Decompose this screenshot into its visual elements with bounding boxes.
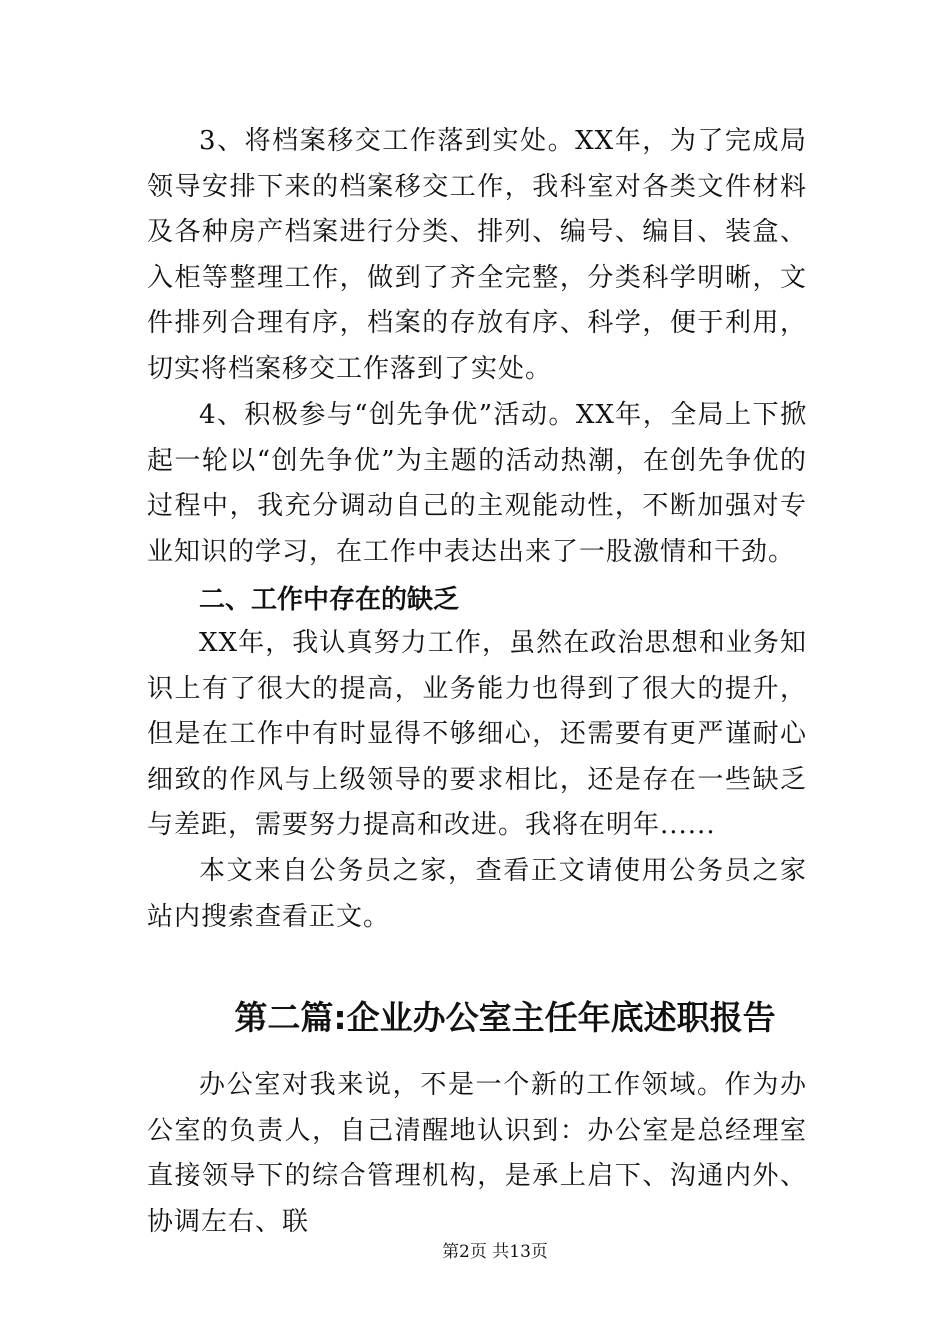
paragraph-excellence-activity: 4、积极参与“创先争优”活动。XX年，全局上下掀起一轮以“创先争优”为主题的活动热潮，在创先争优的过程中，我充分调动自己的主观能动性，不断加强对专业知识的学习，在工作中表达出来了一股激情和干劲。: [147, 400, 807, 567]
section-title: 第二篇:企业办公室主任年底述职报告: [234, 998, 776, 1037]
paragraph-archive-transfer: 3、将档案移交工作落到实处。XX年，为了完成局领导安排下来的档案移交工作，我科室对各类文件材料及各种房产档案进行分类、排列、编号、编目、装盒、入柜等整理工作，做到了齐全完整，分类科学明晰，文件排列合理有序，档案的存放有序、科学，便于利用，切实将档案移交工作落到了实处。: [147, 126, 807, 384]
paragraph-shortcomings: XX年，我认真努力工作，虽然在政治思想和业务知识上有了很大的提高，业务能力也得到了很大的提升，但是在工作中有时显得不够细心，还需要有更严谨耐心细致的作风与上级领导的要求相比，还是存在一些缺乏与差距，需要努力提高和改进。我将在明年......: [147, 628, 807, 840]
page-footer: 第2页 共13页: [442, 1242, 548, 1262]
paragraph-source-note: 本文来自公务员之家，查看正文请使用公务员之家站内搜索查看正文。: [147, 856, 807, 932]
paragraph-office-intro: 办公室对我来说，不是一个新的工作领域。作为办公室的负责人，自己清醒地认识到：办公室是总经理室直接领导下的综合管理机构，是承上启下、沟通内外、协调左右、联: [147, 1070, 807, 1237]
section-heading-shortcomings: 二、工作中存在的缺乏: [199, 585, 460, 615]
